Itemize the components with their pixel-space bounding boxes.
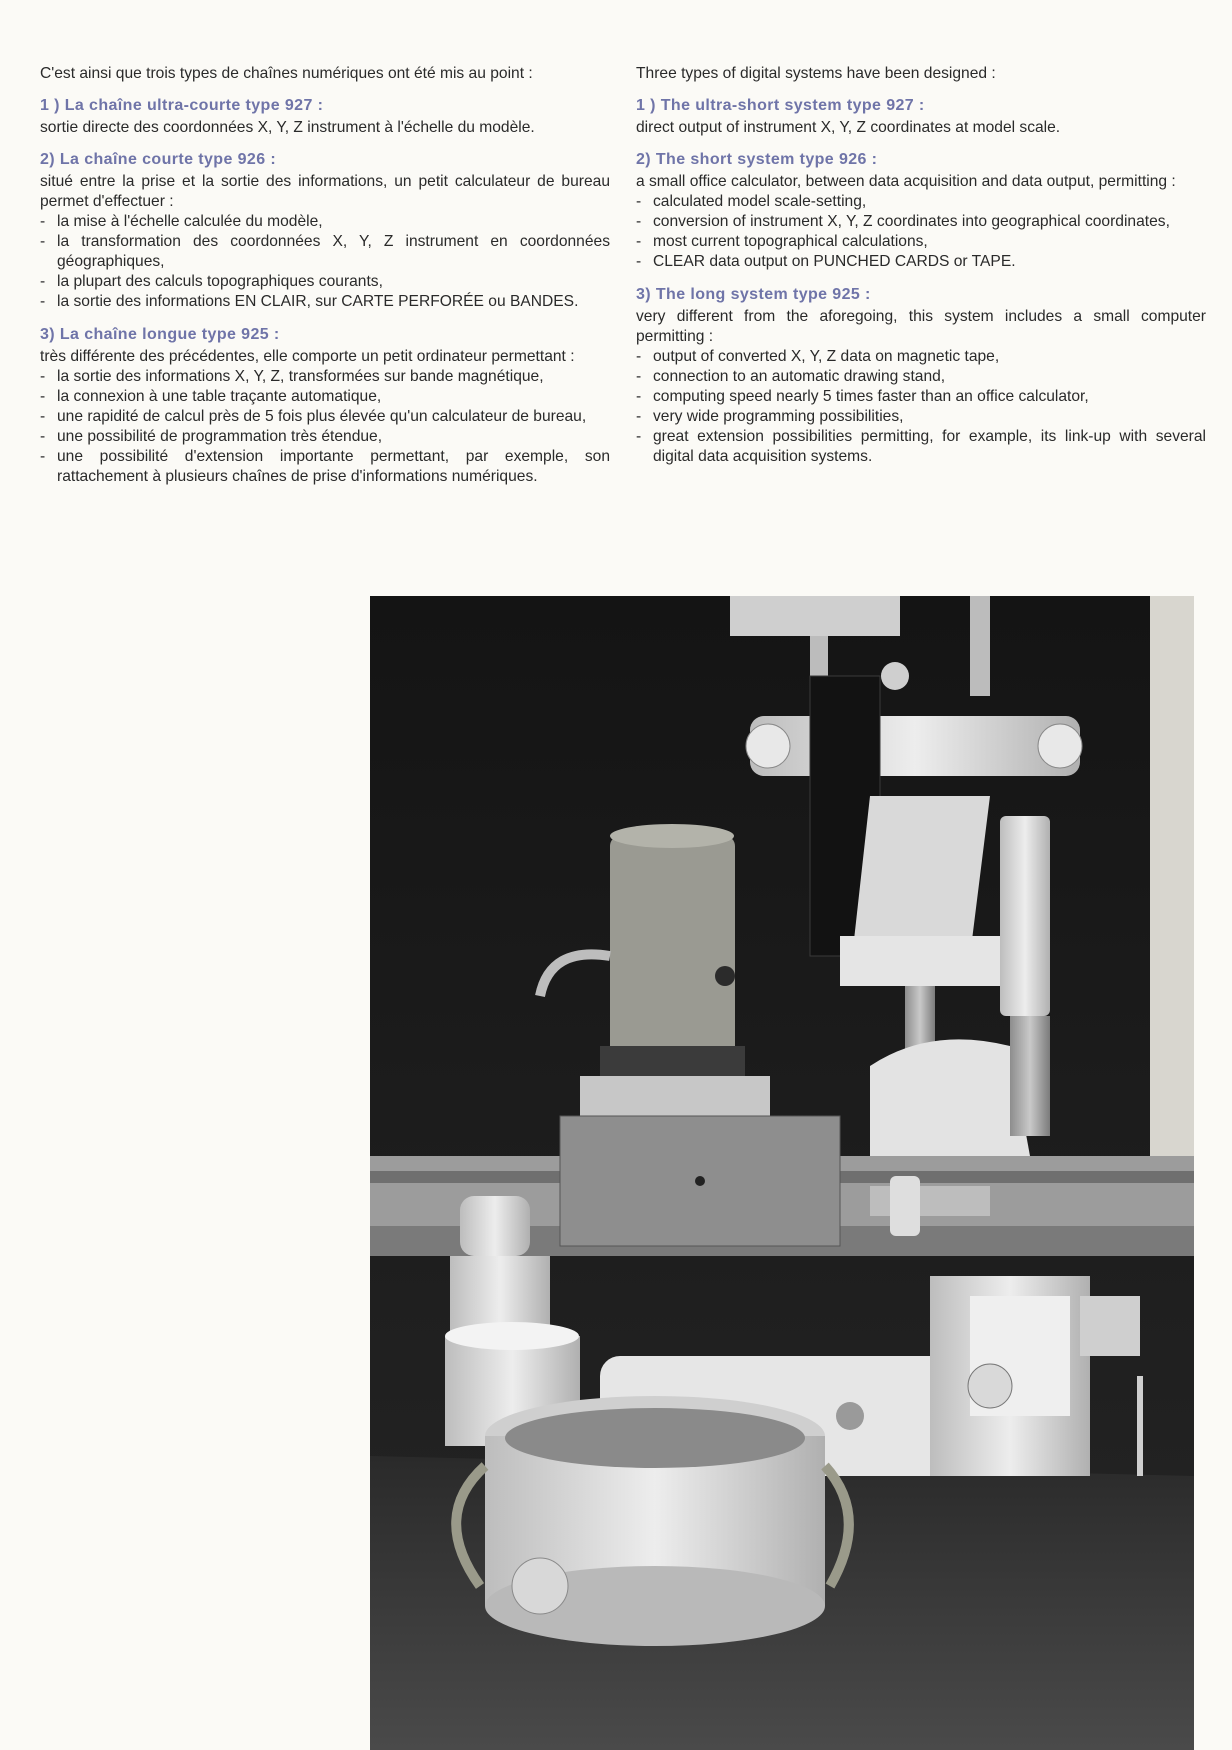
intro-text: Three types of digital systems have been designed : <box>636 65 996 82</box>
list-item: - connection to an automatic drawing stand, <box>636 367 1206 387</box>
section-heading: 3) La chaîne longue type 925 : <box>40 326 280 343</box>
sensor-cylinder <box>610 836 735 1056</box>
section-text: situé entre la prise et la sortie des informations, un petit calculateur de bureau permet d'effectuer : <box>40 173 610 210</box>
list-item: - great extension possibilities permitting, for example, its link-up with several digital data acquisition systems. <box>636 427 1206 467</box>
list-item: - most current topographical calculations, <box>636 232 1206 252</box>
section-926 <box>40 150 610 312</box>
section-heading: 1 ) The ultra-short system type 927 : <box>636 97 925 114</box>
photo-illustration <box>370 596 1194 1750</box>
list-item: - very wide programming possibilities, <box>636 407 1206 427</box>
section-text: very different from the aforegoing, this system includes a small computer permitting : <box>636 308 1206 345</box>
french-column <box>40 64 610 500</box>
section-text: a small office calculator, between data acquisition and data output, permitting : <box>636 173 1176 190</box>
list-item: - la transformation des coordonnées X, Y, Z instrument en coordonnées géographiques, <box>40 232 610 272</box>
list-item: - la sortie des informations EN CLAIR, sur CARTE PERFORÉE ou BANDES. <box>40 292 610 312</box>
list-item: - la sortie des informations X, Y, Z, transformées sur bande magnétique, <box>40 367 610 387</box>
upper-arm <box>750 716 1080 776</box>
list-item: - output of converted X, Y, Z data on magnetic tape, <box>636 347 1206 367</box>
section-927 <box>40 96 610 138</box>
list-item: - computing speed nearly 5 times faster than an office calculator, <box>636 387 1206 407</box>
section-text: direct output of instrument X, Y, Z coordinates at model scale. <box>636 119 1061 136</box>
section-926 <box>636 150 1206 272</box>
intro-text: C'est ainsi que trois types de chaînes numériques ont été mis au point : <box>40 65 533 82</box>
binocular-housing <box>730 596 900 636</box>
bracket-plate <box>840 936 1020 986</box>
section-text: sortie directe des coordonnées X, Y, Z instrument à l'échelle du modèle. <box>40 119 535 136</box>
bullet-list <box>636 347 1206 467</box>
section-heading: 2) La chaîne courte type 926 : <box>40 151 277 168</box>
section-heading: 1 ) La chaîne ultra-courte type 927 : <box>40 97 324 114</box>
bullet-list <box>40 367 610 487</box>
section-text: très différente des précédentes, elle comporte un petit ordinateur permettant : <box>40 348 575 365</box>
section-heading: 3) The long system type 925 : <box>636 286 871 303</box>
right-cylinder <box>1000 816 1050 1016</box>
list-item: - une possibilité d'extension importante permettant, par exemple, son rattachement à plusieurs chaînes de prise d'informations numériques. <box>40 447 610 487</box>
list-item: - conversion of instrument X, Y, Z coordinates into geographical coordinates, <box>636 212 1206 232</box>
instrument-photo <box>370 596 1194 1750</box>
knob-left <box>460 1196 530 1256</box>
list-item: - CLEAR data output on PUNCHED CARDS or TAPE. <box>636 252 1206 272</box>
section-heading: 2) The short system type 926 : <box>636 151 878 168</box>
list-item: - calculated model scale-setting, <box>636 192 1206 212</box>
list-item: - la connexion à une table traçante automatique, <box>40 387 610 407</box>
list-item: - une rapidité de calcul près de 5 fois plus élevée qu'un calculateur de bureau, <box>40 407 610 427</box>
list-item: - une possibilité de programmation très étendue, <box>40 427 610 447</box>
bullet-list <box>40 212 610 312</box>
english-column <box>636 64 1206 480</box>
section-925 <box>40 325 610 487</box>
stand-base <box>870 1039 1030 1156</box>
wall-strip <box>1150 596 1194 1196</box>
list-item: - la plupart des calculs topographiques courants, <box>40 272 610 292</box>
bullet-list <box>636 192 1206 272</box>
section-925 <box>636 285 1206 467</box>
section-927 <box>636 96 1206 138</box>
list-item: - la mise à l'échelle calculée du modèle, <box>40 212 610 232</box>
